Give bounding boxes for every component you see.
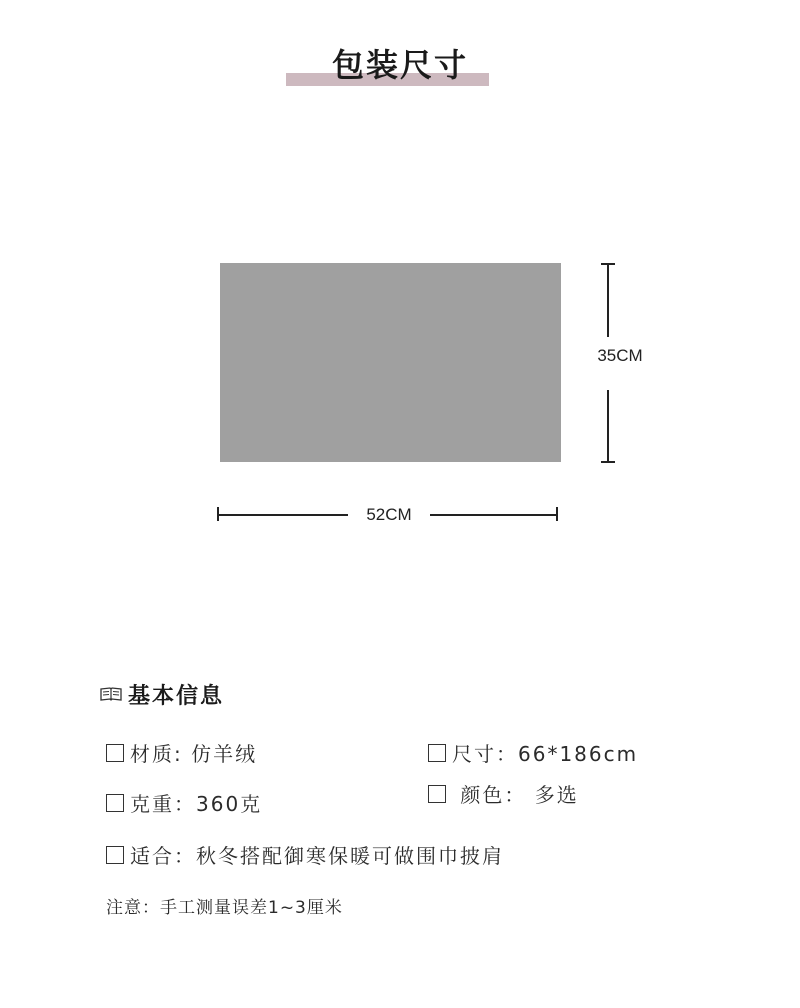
width-dimension-cap-right	[556, 507, 558, 521]
section-title: 基本信息	[128, 683, 225, 709]
info-size-text: 尺寸：66*186cm	[452, 742, 639, 766]
checkbox-icon	[428, 744, 446, 762]
height-dimension-line-bottom	[607, 390, 609, 463]
width-dimension-line-right	[430, 514, 558, 516]
info-weight	[106, 788, 262, 817]
info-weight-text: 克重：360克	[130, 792, 263, 816]
info-material	[106, 738, 257, 767]
width-dimension-line-left	[218, 514, 348, 516]
info-color	[428, 779, 579, 808]
checkbox-icon	[428, 785, 446, 803]
page-title: 包装尺寸	[331, 46, 468, 84]
checkbox-icon	[106, 846, 124, 864]
height-dimension-label: 35CM	[597, 346, 643, 365]
checkbox-icon	[106, 794, 124, 812]
info-size	[428, 738, 638, 767]
checkbox-icon	[106, 744, 124, 762]
package-illustration	[220, 263, 561, 462]
width-dimension-label: 52CM	[366, 505, 412, 524]
book-icon	[100, 686, 122, 702]
info-color-text: 颜色： 多选	[452, 783, 579, 807]
measurement-note: 注意：手工测量误差1~3厘米	[106, 898, 343, 918]
height-dimension-cap-bottom	[601, 461, 615, 463]
info-material-text: 材质: 仿羊绒	[130, 742, 258, 766]
info-suitable	[106, 840, 504, 869]
section-header	[100, 678, 224, 710]
height-dimension-line-top	[607, 264, 609, 337]
info-suitable-text: 适合：秋冬搭配御寒保暖可做围巾披肩	[130, 844, 504, 868]
